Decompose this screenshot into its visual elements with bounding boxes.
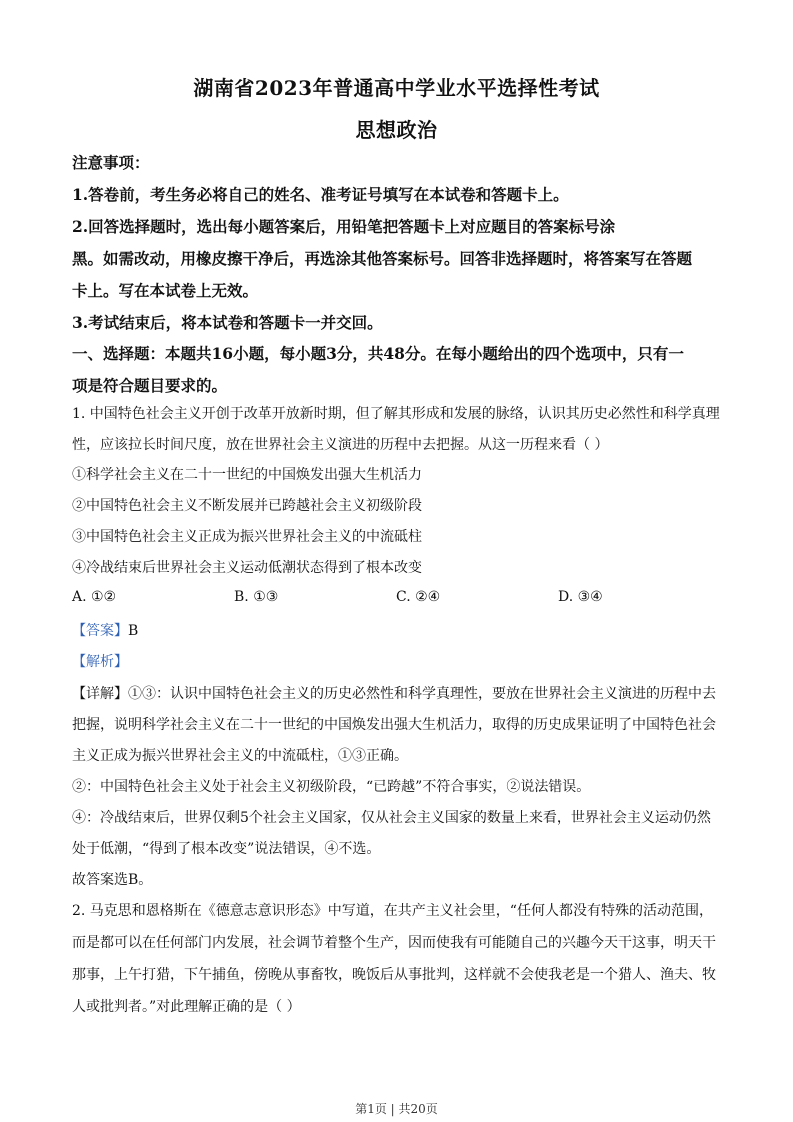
q1-option-a: A. ①② xyxy=(72,589,117,605)
q1-statement-4: ④冷战结束后世界社会主义运动低潮状态得到了根本改变 xyxy=(72,560,422,576)
q1-option-d: D. ③④ xyxy=(558,589,603,605)
detail-tag: 【详解】 xyxy=(72,686,128,702)
q2-stem-line-4: 人或批判者。”对此理解正确的是（ ） xyxy=(72,999,301,1015)
subject-title: 思想政治 xyxy=(355,118,438,142)
exam-title: 湖南省2023年普通高中学业水平选择性考试 xyxy=(193,76,600,100)
analysis-tag: 【解析】 xyxy=(72,654,128,670)
q1-detail-line-5: ④：冷战结束后，世界仅剩5个社会主义国家，仅从社会主义国家的数量上来看，世界社会主义运动仍然 xyxy=(72,810,711,826)
q2-stem-line-2: 而是都可以在任何部门内发展，社会调节着整个生产，因而使我有可能随自己的兴趣今天干这事，明天干 xyxy=(72,935,716,951)
notice-item-2-line-1: 2.回答选择题时，选出每小题答案后，用铅笔把答题卡上对应题目的答案标号涂 xyxy=(72,217,616,236)
detail-text-1: ①③：认识中国特色社会主义的历史必然性和科学真理性，要放在世界社会主义演进的历程中去 xyxy=(128,686,716,702)
q1-answer-row xyxy=(72,620,724,640)
q1-option-b: B. ①③ xyxy=(234,589,279,605)
q1-statement-1: ①科学社会主义在二十一世纪的中国焕发出强大生机活力 xyxy=(72,467,422,483)
q1-option-c: C. ②④ xyxy=(396,589,441,605)
notice-item-1: 1.答卷前，考生务必将自己的姓名、准考证号填写在本试卷和答题卡上。 xyxy=(72,185,569,204)
q1-detail-line-6: 处于低潮，“得到了根本改变”说法错误，④不选。 xyxy=(72,841,381,857)
q2-stem-line-1: 2. 马克思和恩格斯在《德意志意识形态》中写道，在共产主义社会里，“任何人都没有特殊的活动范围， xyxy=(72,903,713,919)
q1-conclusion: 故答案选B。 xyxy=(72,872,153,888)
q1-detail-line-4: ②：中国特色社会主义处于社会主义初级阶段，“已跨越”不符合事实，②说法错误。 xyxy=(72,779,591,795)
section-heading-line-2: 项是符合题目要求的。 xyxy=(72,376,228,395)
q1-statement-3: ③中国特色社会主义正成为振兴世界社会主义的中流砥柱 xyxy=(72,529,422,545)
q1-detail-line-3: 主义正成为振兴世界社会主义的中流砥柱，①③正确。 xyxy=(72,748,408,764)
notice-item-3: 3.考试结束后，将本试卷和答题卡一并交回。 xyxy=(72,313,383,332)
q1-stem-line-1: 1. 中国特色社会主义开创于改革开放新时期，但了解其形成和发展的脉络，认识其历史必然性和科学真理 xyxy=(72,406,720,422)
q2-stem-line-3: 那事，上午打猎，下午捕鱼，傍晚从事畜牧，晚饭后从事批判，这样就不会使我老是一个猎人、渔夫、牧 xyxy=(72,967,716,983)
page-number: 第1页 | 共20页 xyxy=(355,1102,438,1116)
notice-item-2-line-3: 卡上。写在本试卷上无效。 xyxy=(72,281,259,300)
q1-stem-line-2: 性，应该拉长时间尺度，放在世界社会主义演进的历程中去把握。从这一历程来看（ ） xyxy=(72,437,609,453)
q1-detail-line-2: 把握，说明科学社会主义在二十一世纪的中国焕发出强大生机活力，取得的历史成果证明了中国特色社会 xyxy=(72,717,716,733)
notice-item-2-line-2: 黑。如需改动，用橡皮擦干净后，再选涂其他答案标号。回答非选择题时，将答案写在答题 xyxy=(72,249,693,268)
answer-value: B xyxy=(128,623,139,639)
notice-heading: 注意事项： xyxy=(72,153,150,172)
q1-statement-2: ②中国特色社会主义不断发展并已跨越社会主义初级阶段 xyxy=(72,498,422,514)
section-heading-line-1: 一、选择题：本题共16小题，每小题3分，共48分。在每小题给出的四个选项中，只有一 xyxy=(72,344,684,363)
q1-analysis-row xyxy=(72,651,724,671)
q1-detail-line-1 xyxy=(72,683,724,703)
answer-tag: 【答案】 xyxy=(72,623,128,639)
